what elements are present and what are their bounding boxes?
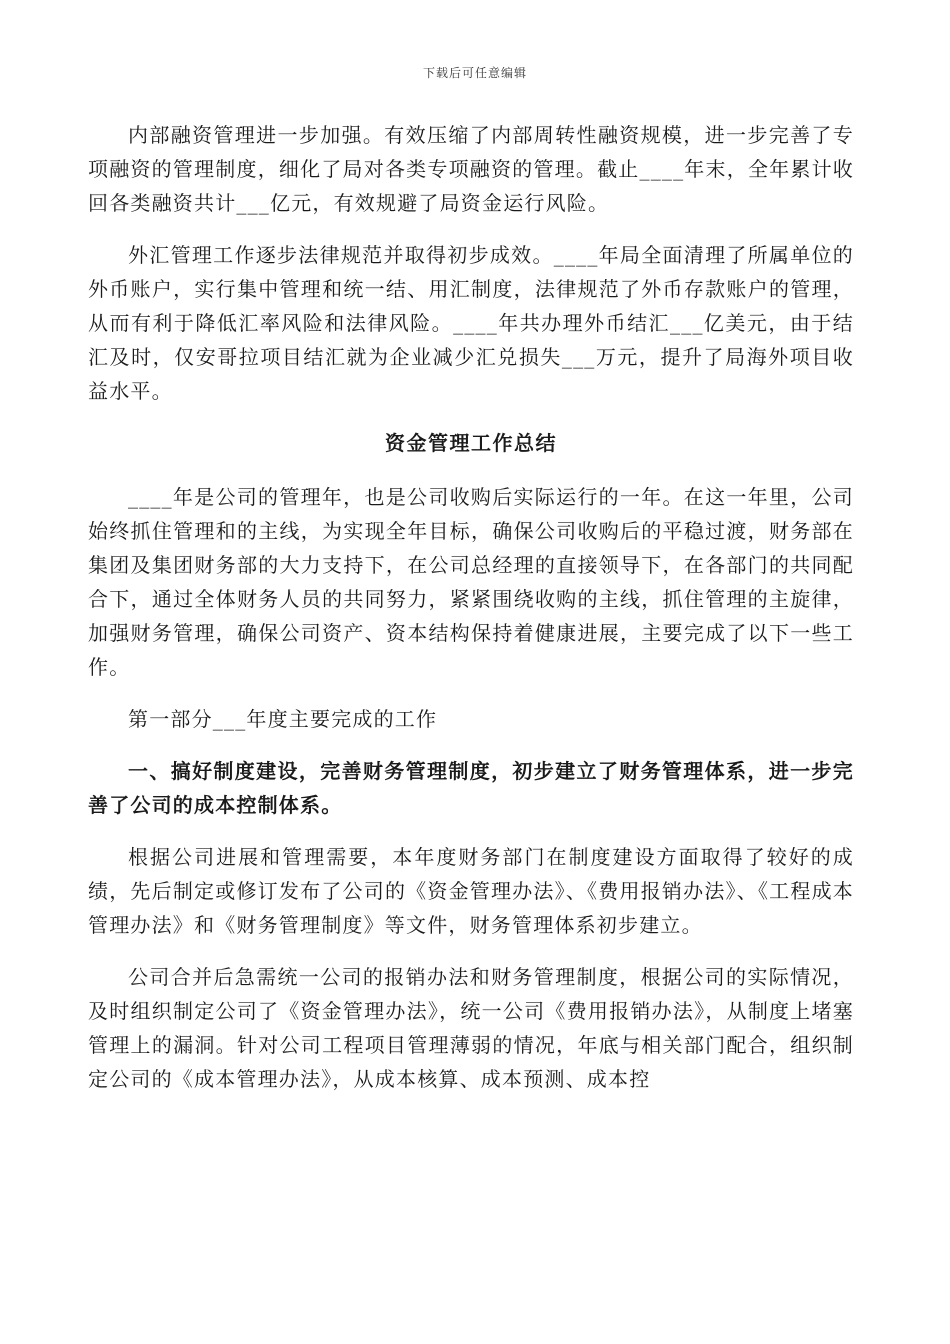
paragraph-forex-management: 外汇管理工作逐步法律规范并取得初步成效。____年局全面清理了所属单位的外币账户，实行集中管理和统一结、用汇制度，法律规范了外币存款账户的管理，从而有利于降低汇率风险和法律风险。____年共办理外币结汇___亿美元，由于结汇及时，仅安哥拉项目结汇就为企业减少汇兑损失___万元，提升了局海外项目收益水平。 xyxy=(88,243,854,403)
paragraph-internal-financing: 内部融资管理进一步加强。有效压缩了内部周转性融资规模，进一步完善了专项融资的管理制度，细化了局对各类专项融资的管理。截止____年末，全年累计收回各类融资共计___亿元，有效规避了局资金运行风险。 xyxy=(88,123,854,215)
paragraph-system-building: 根据公司进展和管理需要，本年度财务部门在制度建设方面取得了较好的成绩，先后制定或修订发布了公司的《资金管理办法》、《费用报销办法》、《工程成本管理办法》和《财务管理制度》等文件，财务管理体系初步建立。 xyxy=(88,845,854,937)
section-title: 资金管理工作总结 xyxy=(385,431,557,455)
part-heading: 第一部分___年度主要完成的工作 xyxy=(128,707,438,731)
header-note: 下载后可任意编辑 xyxy=(422,66,527,80)
paragraph-annual-overview: ____年是公司的管理年，也是公司收购后实际运行的一年。在这一年里，公司始终抓住管理和的主线，为实现全年目标，确保公司收购后的平稳过渡，财务部在集团及集团财务部的大力支持下，在公司总经理的直接领导下，在各部门的共同配合下，通过全体财务人员的共同努力，紧紧围绕收购的主线，抓住管理的主旋律，加强财务管理，确保公司资产、资本结构保持着健康进展，主要完成了以下一些工作。 xyxy=(88,485,854,679)
document-body xyxy=(88,118,854,1096)
paragraph-post-merger: 公司合并后急需统一公司的报销办法和财务管理制度，根据公司的实际情况，及时组织制定公司了《资金管理办法》，统一公司《费用报销办法》，从制度上堵塞管理上的漏洞。针对公司工程项目管理薄弱的情况，年底与相关部门配合，组织制定公司的《成本管理办法》，从成本核算、成本预测、成本控 xyxy=(88,965,854,1091)
bold-heading-system-building: 一、搞好制度建设，完善财务管理制度，初步建立了财务管理体系，进一步完善了公司的成本控制体系。 xyxy=(88,759,854,817)
